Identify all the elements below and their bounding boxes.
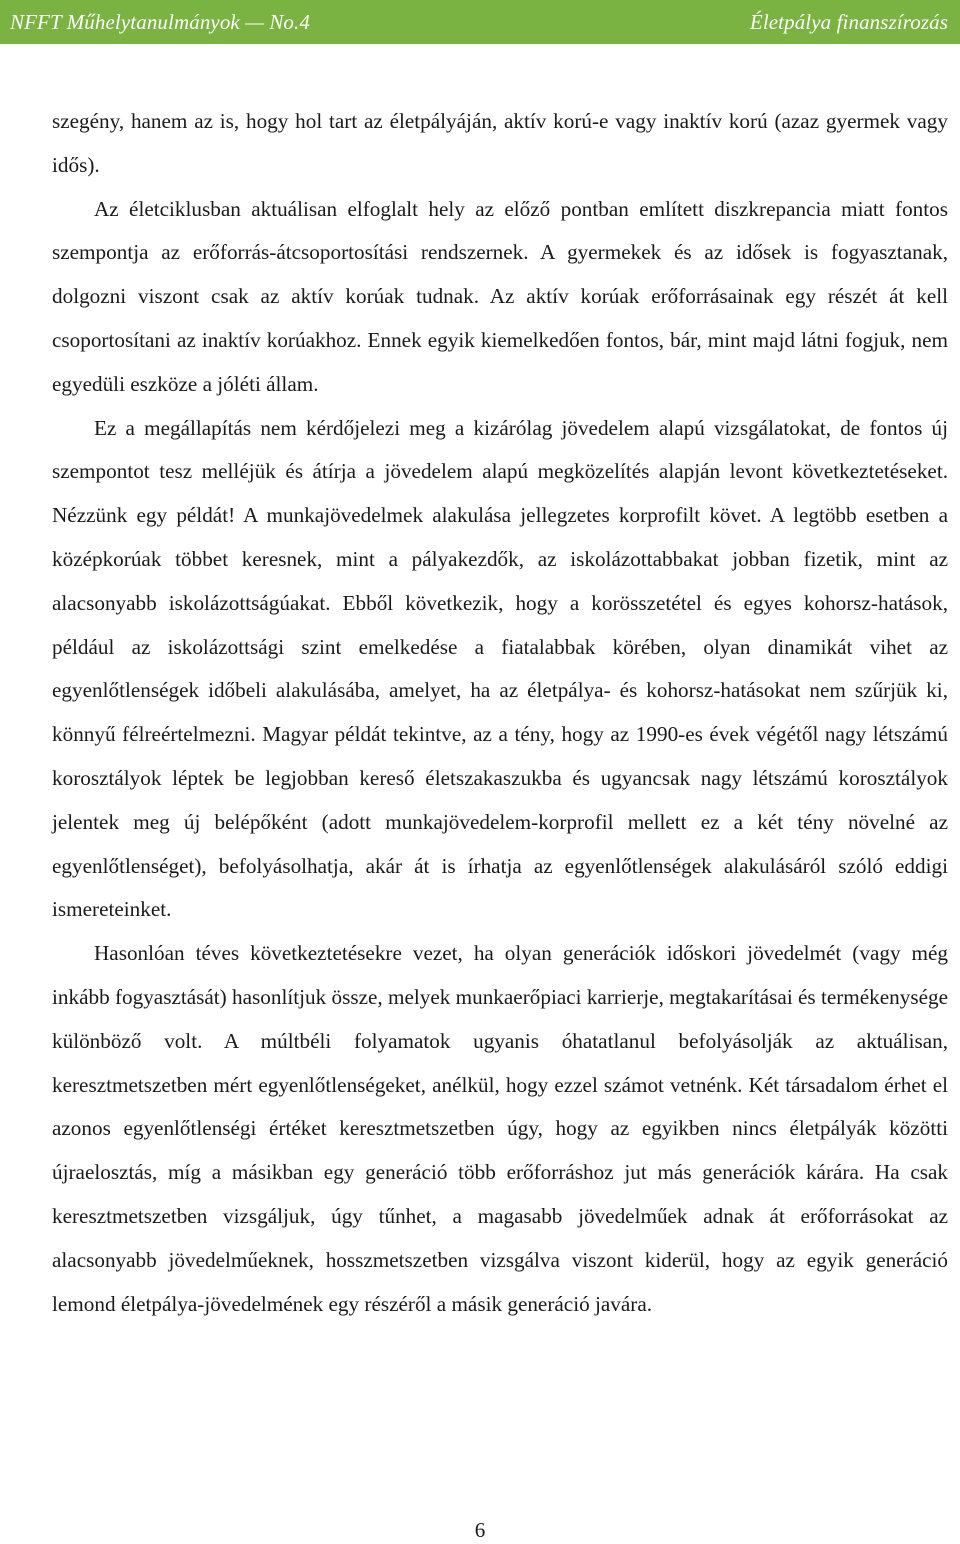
header-journal-title: NFFT Műhelytanulmányok — No.4 (10, 9, 310, 34)
paragraph-continuation: szegény, hanem az is, hogy hol tart az életpályáján, aktív korú-e vagy inaktív korú (azaz gyermek vagy idős). (52, 109, 948, 177)
paragraph: Hasonlóan téves következtetésekre vezet, ha olyan generációk időskori jövedelmét (vagy még inkább fogyasztását) hasonlítjuk össze, melyek munkaerőpiaci karrierje, megtakarításai és termékenysége különböző volt. A múltbéli folyamatok ugyanis óhatatlanul befolyásolják az aktuálisan, keresztmetszetben mért egyenlőtlenségeket, anélkül, hogy ezzel számot vetnénk. Két társadalom érhet el azonos egyenlőtlenségi értéket keresztmetszetben úgy, hogy az egyikben nincs életpályák közötti újraelosztás, míg a másikban egy generáció több erőforráshoz jut más generációk kárára. Ha csak keresztmetszetben vizsgáljuk, úgy tűnhet, a magasabb jövedelműek adnak át erőforrásokat az alacsonyabb jövedelműeknek, hosszmetszetben vizsgálva viszont kiderül, hogy az egyik generáció lemond életpálya-jövedelmének egy részéről a másik generáció javára. (52, 941, 949, 1316)
paragraph: Ez a megállapítás nem kérdőjelezi meg a kizárólag jövedelem alapú vizsgálatokat, de fontos új szempontot tesz melléjük és átírja a jövedelem alapú megközelítés alapján levont következtetéseket. Nézzünk egy példát! A munkajövedelmek alakulása jellegzetes korprofilt követ. A legtöbb esetben a középkorúak többet keresnek, mint a pályakezdők, az iskolázottabbakat jobban fizetik, mint az alacsonyabb iskolázottságúakat. Ebből következik, hogy a korösszetétel és egyes kohorsz-hatások, például az iskolázottsági szint emelkedése a fiatalabbak körében, olyan dinamikát vihet az egyenlőtlenségek időbeli alakulásába, amelyet, ha az életpálya- és kohorsz-hatásokat nem szűrjük ki, könnyű félreértelmezni. Magyar példát tekintve, az a tény, hogy az 1990-es évek végétől nagy létszámú korosztályok léptek be legjobban kereső életszakaszukba és ugyancsak nagy létszámú korosztályok jelentek meg új belépőként (adott munkajövedelem-korprofil mellett ez a két tény növelné az egyenlőtlenséget), befolyásolhatja, akár át is írhatja az egyenlőtlenségek alakulásáról szóló eddigi ismereteinket. (52, 415, 948, 922)
body-text (52, 100, 948, 1326)
page-number: 6 (474, 1518, 486, 1542)
paragraph: Az életciklusban aktuálisan elfoglalt hely az előző pontban említett diszkrepancia miatt fontos szempontja az erőforrás-átcsoportosítási rendszernek. A gyermekek és az idősek is fogyasztanak, dolgozni viszont csak az aktív korúak tudnak. Az aktív korúak erőforrásainak egy részét át kell csoportosítani az inaktív korúakhoz. Ennek egyik kiemelkedően fontos, bár, mint majd látni fogjuk, nem egyedüli eszköze a jóléti állam. (52, 196, 948, 396)
header-section-title: Életpálya finanszírozás (749, 9, 948, 34)
running-header (0, 0, 960, 44)
